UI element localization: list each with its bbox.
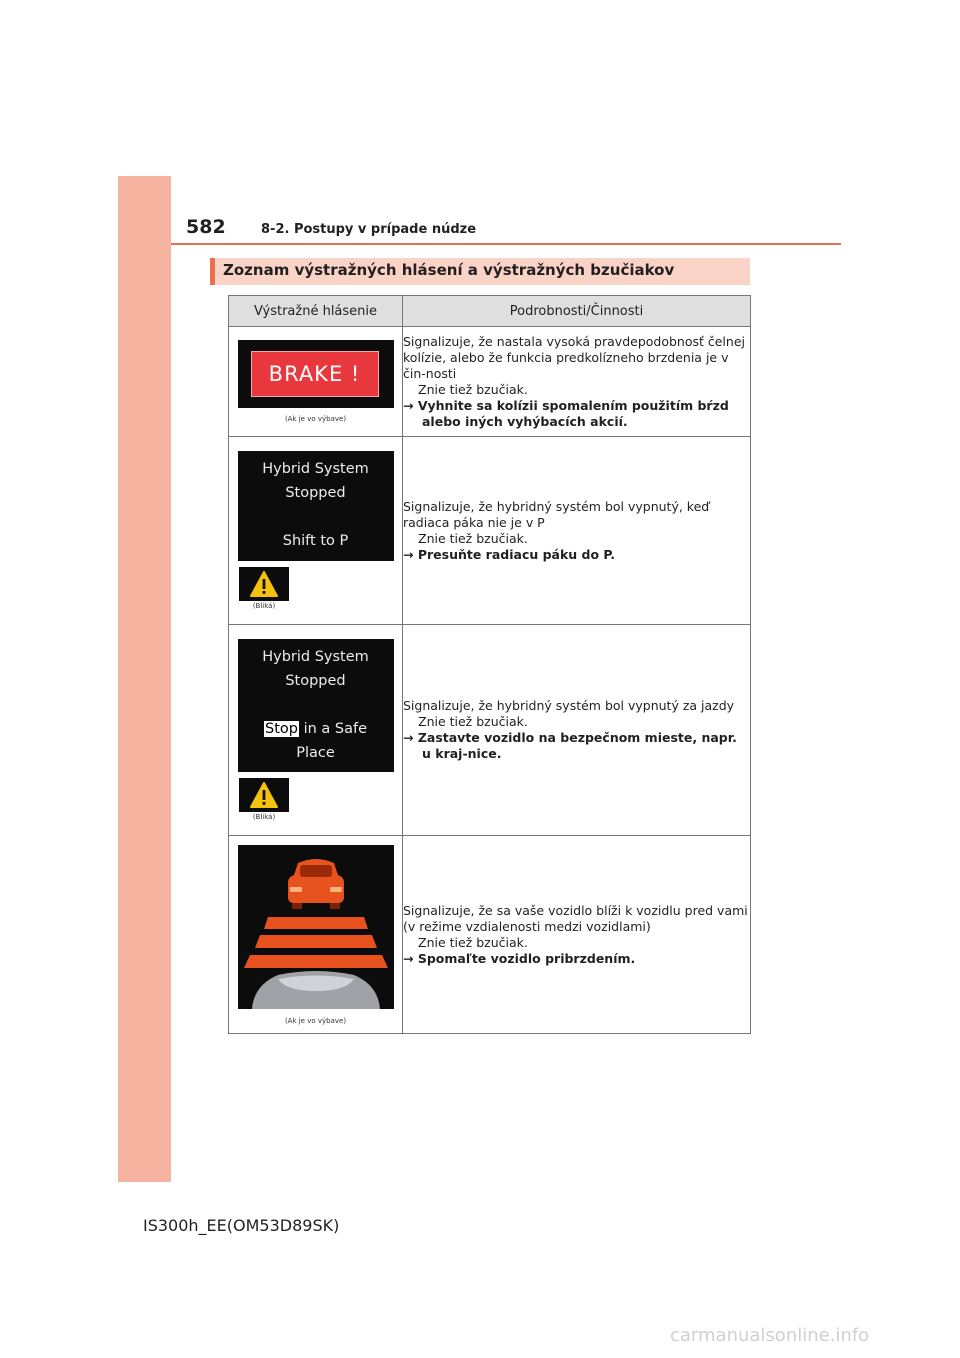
alert-image-cell: [229, 437, 403, 625]
brake-display: [238, 340, 394, 408]
section-heading: [210, 258, 750, 285]
header-rule: [171, 243, 841, 245]
sidebar-tab: [118, 176, 171, 1182]
image-caption: (Bliká): [252, 813, 276, 821]
watermark: carmanualsonline.info: [670, 1325, 870, 1346]
alert-description-cell: [403, 625, 751, 836]
table-row: [229, 437, 751, 625]
action-instruction: → Zastavte vozidlo na bezpečnom mieste, napr. u kraj-nice.: [403, 730, 737, 761]
alert-description-cell: [403, 327, 751, 437]
stop-highlight: Stop: [264, 721, 298, 737]
action-instruction: → Presuňte radiacu páku do P.: [403, 546, 616, 562]
document-code: IS300h_EE(OM53D89SK): [143, 1216, 340, 1235]
table-row: [229, 327, 751, 437]
display-line: Stopped: [285, 485, 346, 501]
warning-icon: [239, 567, 289, 601]
buzzer-note: Znie tiež bzučiak.: [418, 714, 528, 729]
action-instruction: → Spomaľte vozidlo pribrzdením.: [403, 950, 636, 966]
image-caption: (Ak je vo výbave): [284, 1016, 347, 1025]
table-header-row: [229, 296, 751, 327]
display-line: [238, 721, 394, 737]
col-header-details: Podrobnosti/Činnosti: [403, 296, 751, 327]
brake-warning-label: BRAKE !: [251, 351, 379, 397]
buzzer-note: Znie tiež bzučiak.: [418, 934, 528, 950]
chapter-title: 8-2. Postupy v prípade núdze: [261, 222, 477, 237]
alert-image-cell: [229, 836, 403, 1034]
table-row: [229, 625, 751, 836]
warning-icon: [239, 778, 289, 812]
image-caption: (Bliká): [252, 602, 276, 610]
display-line: Stopped: [285, 673, 346, 689]
action-instruction: → Vyhnite sa kolízii spomalením použitím bŕzd alebo iných vyhýbacích akcií.: [403, 397, 729, 429]
alert-description: Signalizuje, že sa vaše vozidlo blíži k vozidlu pred vami (v režime vzdialenosti medzi vozidlami): [403, 902, 748, 934]
alert-image-cell: [229, 327, 403, 437]
table-row: [229, 836, 751, 1034]
section-title: Zoznam výstražných hlásení a výstražných bzučiakov: [223, 261, 675, 279]
buzzer-note: Znie tiež bzučiak.: [418, 530, 528, 546]
alert-description-cell: [403, 836, 751, 1034]
buzzer-note: Znie tiež bzučiak.: [418, 381, 528, 397]
display-line: Hybrid System: [262, 649, 369, 665]
page-number: 582: [186, 216, 226, 238]
display-word: in a Safe: [303, 721, 367, 737]
alerts-table: [228, 295, 751, 1034]
car-approach-icon: [238, 845, 394, 1009]
hybrid-stopped-safe-display: [238, 639, 394, 772]
alert-description: Signalizuje, že hybridný systém bol vypnutý, keď radiaca páka nie je v P: [403, 498, 710, 530]
hybrid-stopped-display: [238, 451, 394, 561]
alert-description-cell: [403, 437, 751, 625]
display-line: Hybrid System: [262, 461, 369, 477]
alert-description: Signalizuje, že hybridný systém bol vypnutý za jazdy: [403, 698, 735, 713]
display-line: Place: [296, 745, 335, 761]
alert-image-cell: [229, 625, 403, 836]
image-caption: (Ak je vo výbave): [284, 415, 347, 423]
col-header-message: Výstražné hlásenie: [229, 296, 403, 327]
alert-description: Signalizuje, že nastala vysoká pravdepodobnosť čelnej kolízie, alebo že funkcia predkolízneho brzdenia je v čin-nosti: [403, 333, 745, 381]
approach-warning-display: [238, 845, 394, 1009]
display-line: Shift to P: [282, 533, 349, 549]
